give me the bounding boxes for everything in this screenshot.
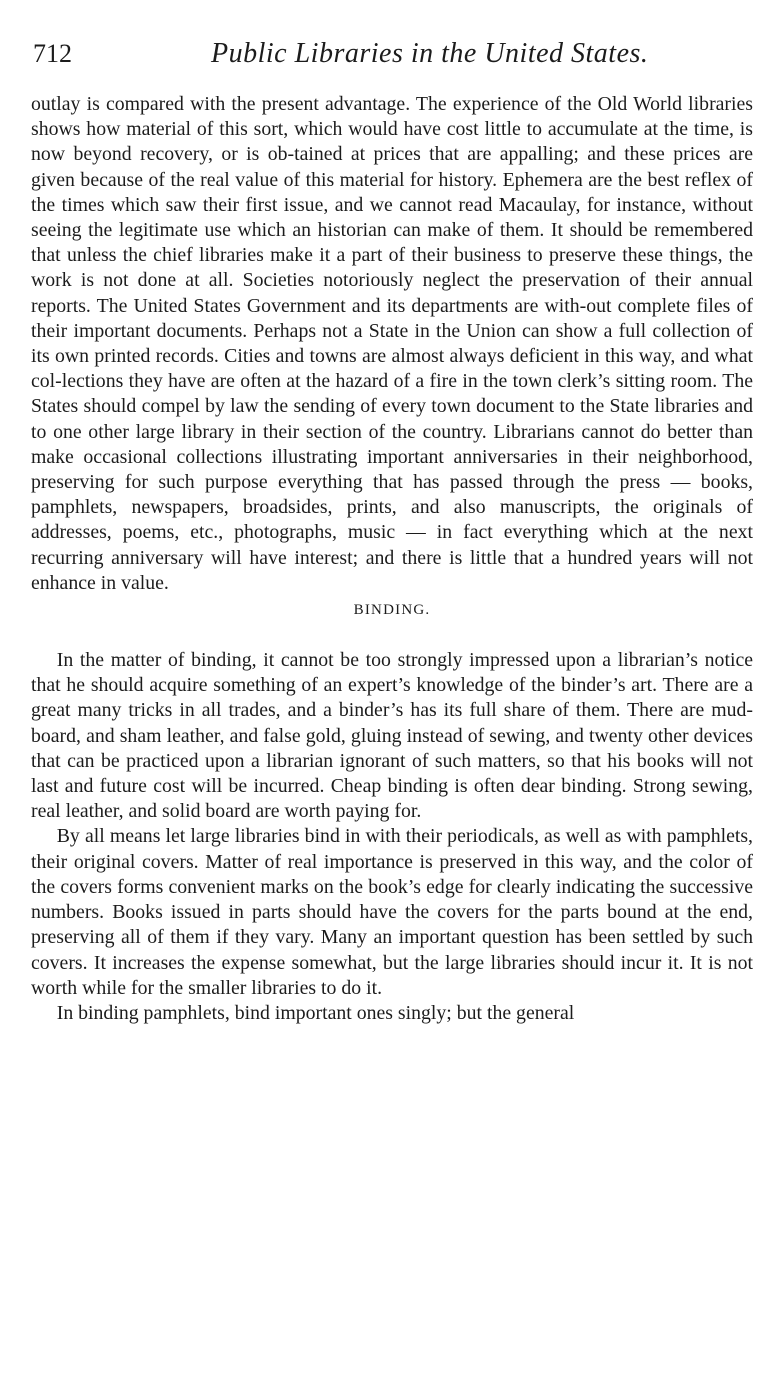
paragraph-binding-pamphlets: In binding pamphlets, bind important ones singly; but the general <box>56 1001 575 1024</box>
paragraph-binding-expertise: In the matter of binding, it cannot be too strongly impressed upon a librarian’s notice that he should acquire something of an expert’s knowledge of the binder’s art. There are a great many tricks in all trades, and a binder’s has its full share of them. There are mud-board, and sham leather, and false gold, gluing instead of sewing, and twenty other devices that can be practiced upon a librarian ignorant of such matters, so that his books will not last and future cost will be incurred. Cheap binding is often dear binding. Strong sewing, real leather, and solid board are worth paying for. <box>31 649 753 823</box>
paragraph-original-covers: By all means let large libraries bind in with their periodicals, as well as with pamphlets, their original covers. Matter of real importance is preserved in this way, and the color of the covers forms convenient marks on the book’s edge for clearly indicating the successive numbers. Books issued in parts should have the covers for the parts bound at the end, preserving all of them if they vary. Many an important question has been settled by such covers. It increases the expense somewhat, but the large libraries should incur it. It is not worth while for the smaller libraries to do it. <box>31 825 753 999</box>
running-title: Public Libraries in the United States. <box>211 38 649 69</box>
paragraph-ephemera: outlay is compared with the present advantage. The experience of the Old World libraries shows how material of this sort, which would have cost little to accumulate at the time, is now beyond recovery, or is ob-tained at prices that are appalling; and these prices are given because of the real value of this material for history. Ephemera are the best reflex of the times which saw their first issue, and we cannot read Macaulay, for instance, without seeing the legitimate use which an historian can make of them. It should be remembered that unless the chief libraries make it a part of their business to preserve these things, the work is not done at all. Societies notoriously neglect the preservation of their annual reports. The United States Government and its departments are with-out complete files of their important documents. Perhaps not a State in the Union can show a full collection of its own printed records. Cities and towns are almost always deficient in this way, and what col-lections they have are often at the hazard of a fire in the town clerk’s sitting room. The States should compel by law the sending of every town document to the State libraries and to one other large library in their section of the country. Librarians cannot do better than make occasional collections illustrating important anniversaries in their neighborhood, preserving for such purpose everything that has passed through the press — books, pamphlets, newspapers, broadsides, prints, and also manuscripts, the originals of addresses, poems, etc., photographs, music — in fact everything which at the next recurring anniversary will have interest; and there is little that a hundred years will not enhance in value. <box>31 93 753 594</box>
page-header <box>31 36 753 76</box>
section-heading-binding: BINDING. <box>353 602 431 619</box>
page-number: 712 <box>33 39 72 68</box>
page-body <box>31 92 753 1026</box>
